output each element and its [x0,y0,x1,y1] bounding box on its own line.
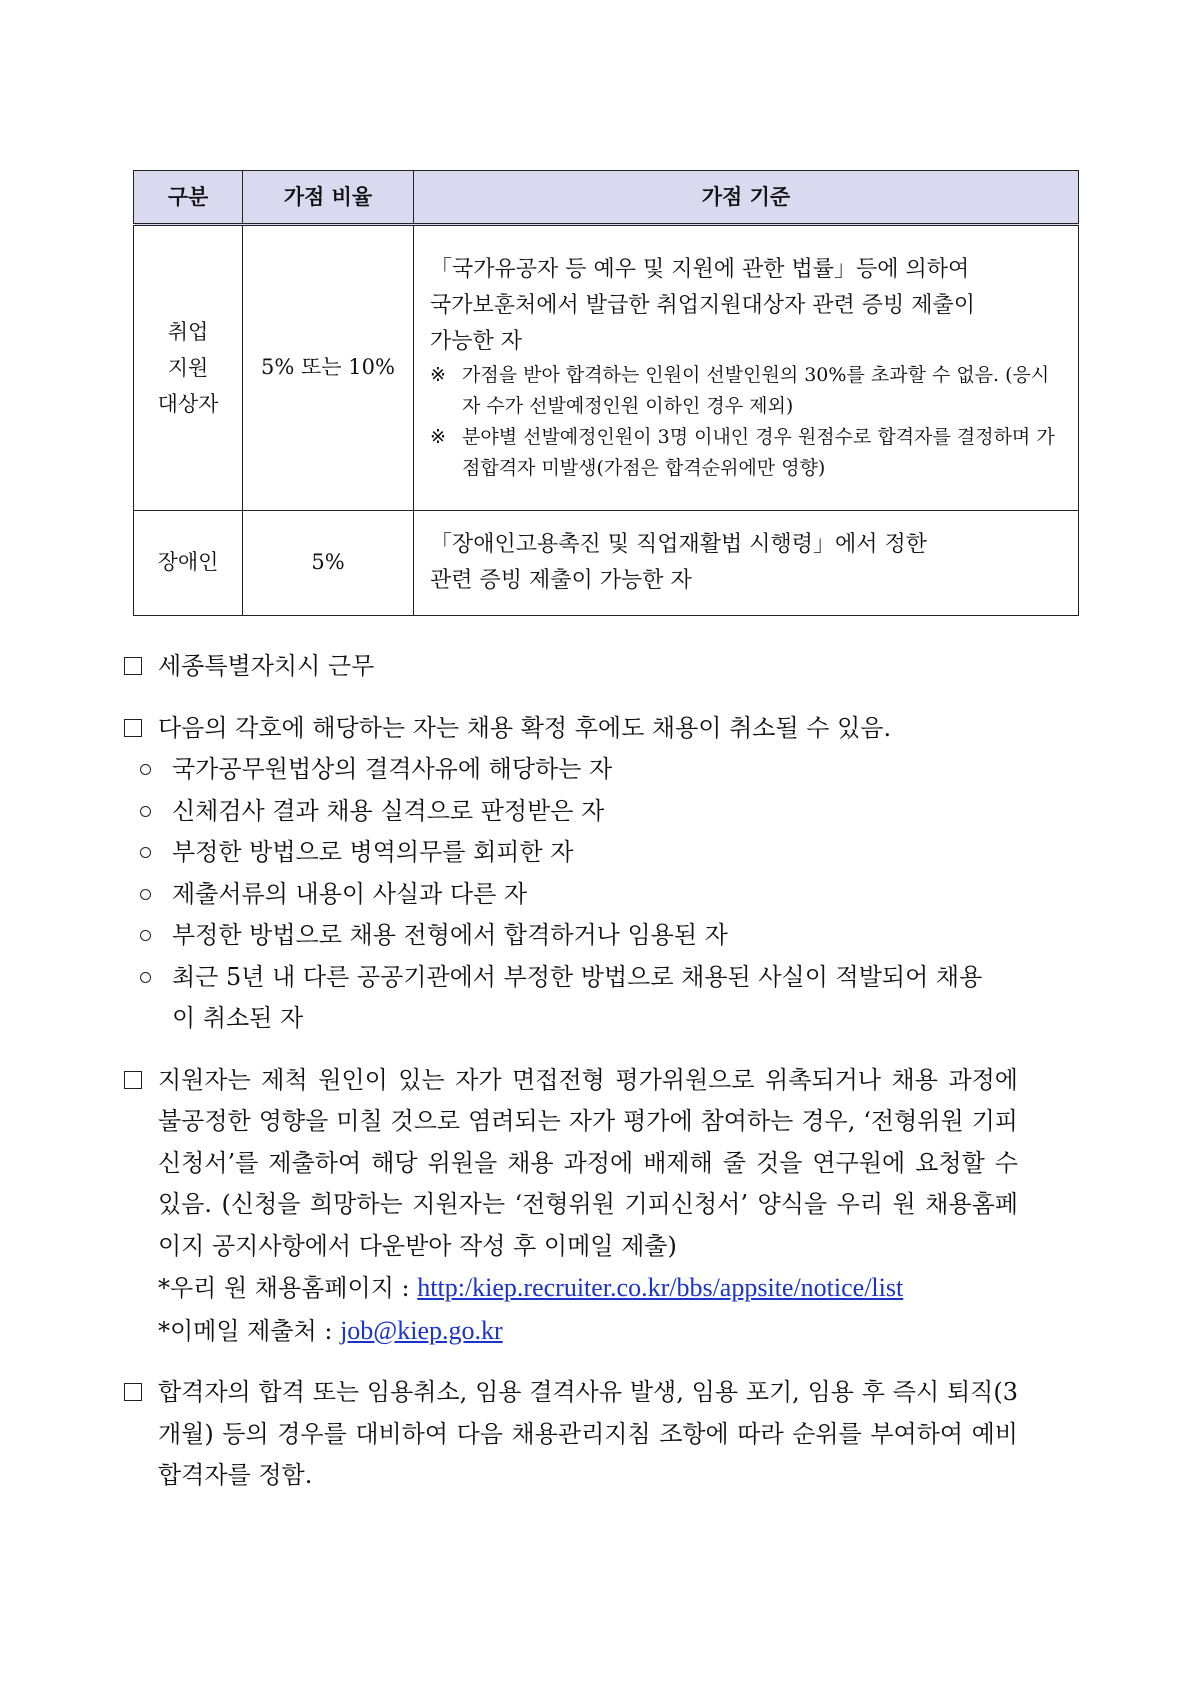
circle-bullet-icon [140,889,151,900]
homepage-link[interactable]: http:/kiep.recruiter.co.kr/bbs/appsite/notice/list [417,1273,904,1302]
bonus-points-table [133,170,1079,616]
category-cell: 장애인 [134,511,243,616]
section-cancellation [120,708,1020,750]
list-item [120,749,1020,791]
list-item [120,832,1020,874]
criteria-line: 관련 증빙 제출이 가능한 자 [430,568,692,593]
email-link[interactable]: job@kiep.go.kr [340,1315,503,1345]
email-label: *이메일 제출처 : [158,1316,341,1345]
rate-cell: 5% [243,511,414,616]
list-item [120,791,1020,833]
list-item-text: 부정한 방법으로 병역의무를 회피한 자 [172,838,574,866]
list-item-text: 제출서류의 내용이 사실과 다른 자 [172,879,528,908]
list-item [120,957,992,1040]
criteria-line: 「국가유공자 등 예우 및 지원에 관한 법률」등에 의하여 [430,257,970,282]
list-item [120,874,1020,916]
square-bullet-icon [124,719,142,737]
circle-bullet-icon [140,847,151,858]
section-reserve-candidates [120,1372,1018,1497]
note-text: 가점을 받아 합격하는 인원이 선발인원의 30%를 초과할 수 없음. (응시자 수가 선발예정인원 이하인 경우 제외) [462,364,1050,417]
list-item-text: 부정한 방법으로 채용 전형에서 합격하거나 임용된 자 [172,921,728,949]
homepage-label: *우리 원 채용홈페이지 : [158,1274,418,1302]
criteria-note [430,422,1062,484]
section-text: 세종특별자치시 근무 [158,652,375,680]
section-text: 지원자는 제척 원인이 있는 자가 면접전형 평가위원으로 위촉되거나 채용 과정에 불공정한 영향을 미칠 것으로 염려되는 자가 평가에 참여하는 경우, ‘전형위원 기피신청서’를 제출하여 해당 위원을 채용 과정에 배제해 줄 것을 연구원에 요청할 수 있음. (신청을 희망하는 지원자는 ‘전형위원 기피신청서’ 양식을 우리 원 채용홈페이지 공지사항에서 다운받아 작성 후 이메일 제출) [158,1065,1018,1260]
email-line [158,1310,1018,1353]
header-category: 구분 [134,171,243,225]
criteria-line: 국가보훈처에서 발급한 취업지원대상자 관련 증빙 제출이 [430,293,976,318]
square-bullet-icon [124,1071,142,1089]
note-mark: ※ [430,426,446,448]
square-bullet-icon [124,657,142,675]
list-item-text: 신체검사 결과 채용 실격으로 판정받은 자 [172,796,605,825]
list-item-text: 최근 5년 내 다른 공공기관에서 부정한 방법으로 채용된 사실이 적발되어 채용이 취소된 자 [172,962,983,1032]
category-line: 취업 [167,320,209,344]
list-item [120,915,1020,957]
criteria-cell [414,225,1079,511]
criteria-line: 가능한 자 [430,329,523,354]
header-criteria: 가점 기준 [414,171,1079,225]
circle-bullet-icon [140,806,151,817]
section-text: 다음의 각호에 해당하는 자는 채용 확정 후에도 채용이 취소될 수 있음. [158,713,892,742]
note-mark: ※ [430,364,446,386]
section-recusal [120,1060,1018,1353]
category-line: 대상자 [157,392,219,416]
circle-bullet-icon [140,972,151,983]
category-cell [134,225,243,511]
section-text: 합격자의 합격 또는 임용취소, 임용 결격사유 발생, 임용 포기, 임용 후 즉시 퇴직(3개월) 등의 경우를 대비하여 다음 채용관리지침 조항에 따라 순위를 부여하여 예비합격자를 정함. [158,1378,1018,1489]
criteria-line: 「장애인고용촉진 및 직업재활법 시행령」에서 정한 [430,532,928,557]
section-work-location [120,646,1020,688]
criteria-note [430,360,1062,422]
header-rate: 가점 비율 [243,171,414,225]
rate-cell: 5% 또는 10% [243,225,414,511]
category-line: 지원 [167,356,209,380]
criteria-cell [414,511,1079,616]
note-text: 분야별 선발예정인원이 3명 이내인 경우 원점수로 합격자를 결정하며 가점합격자 미발생(가점은 합격순위에만 영향) [462,426,1055,479]
circle-bullet-icon [140,764,151,775]
table-row [134,225,1079,511]
table-row [134,511,1079,616]
list-item-text: 국가공무원법상의 결격사유에 해당하는 자 [172,755,613,783]
notice-body [120,646,1020,1497]
table-header-row [134,171,1079,225]
cancellation-list [120,749,1020,1040]
homepage-line [158,1267,1018,1310]
circle-bullet-icon [140,930,151,941]
square-bullet-icon [124,1383,142,1401]
